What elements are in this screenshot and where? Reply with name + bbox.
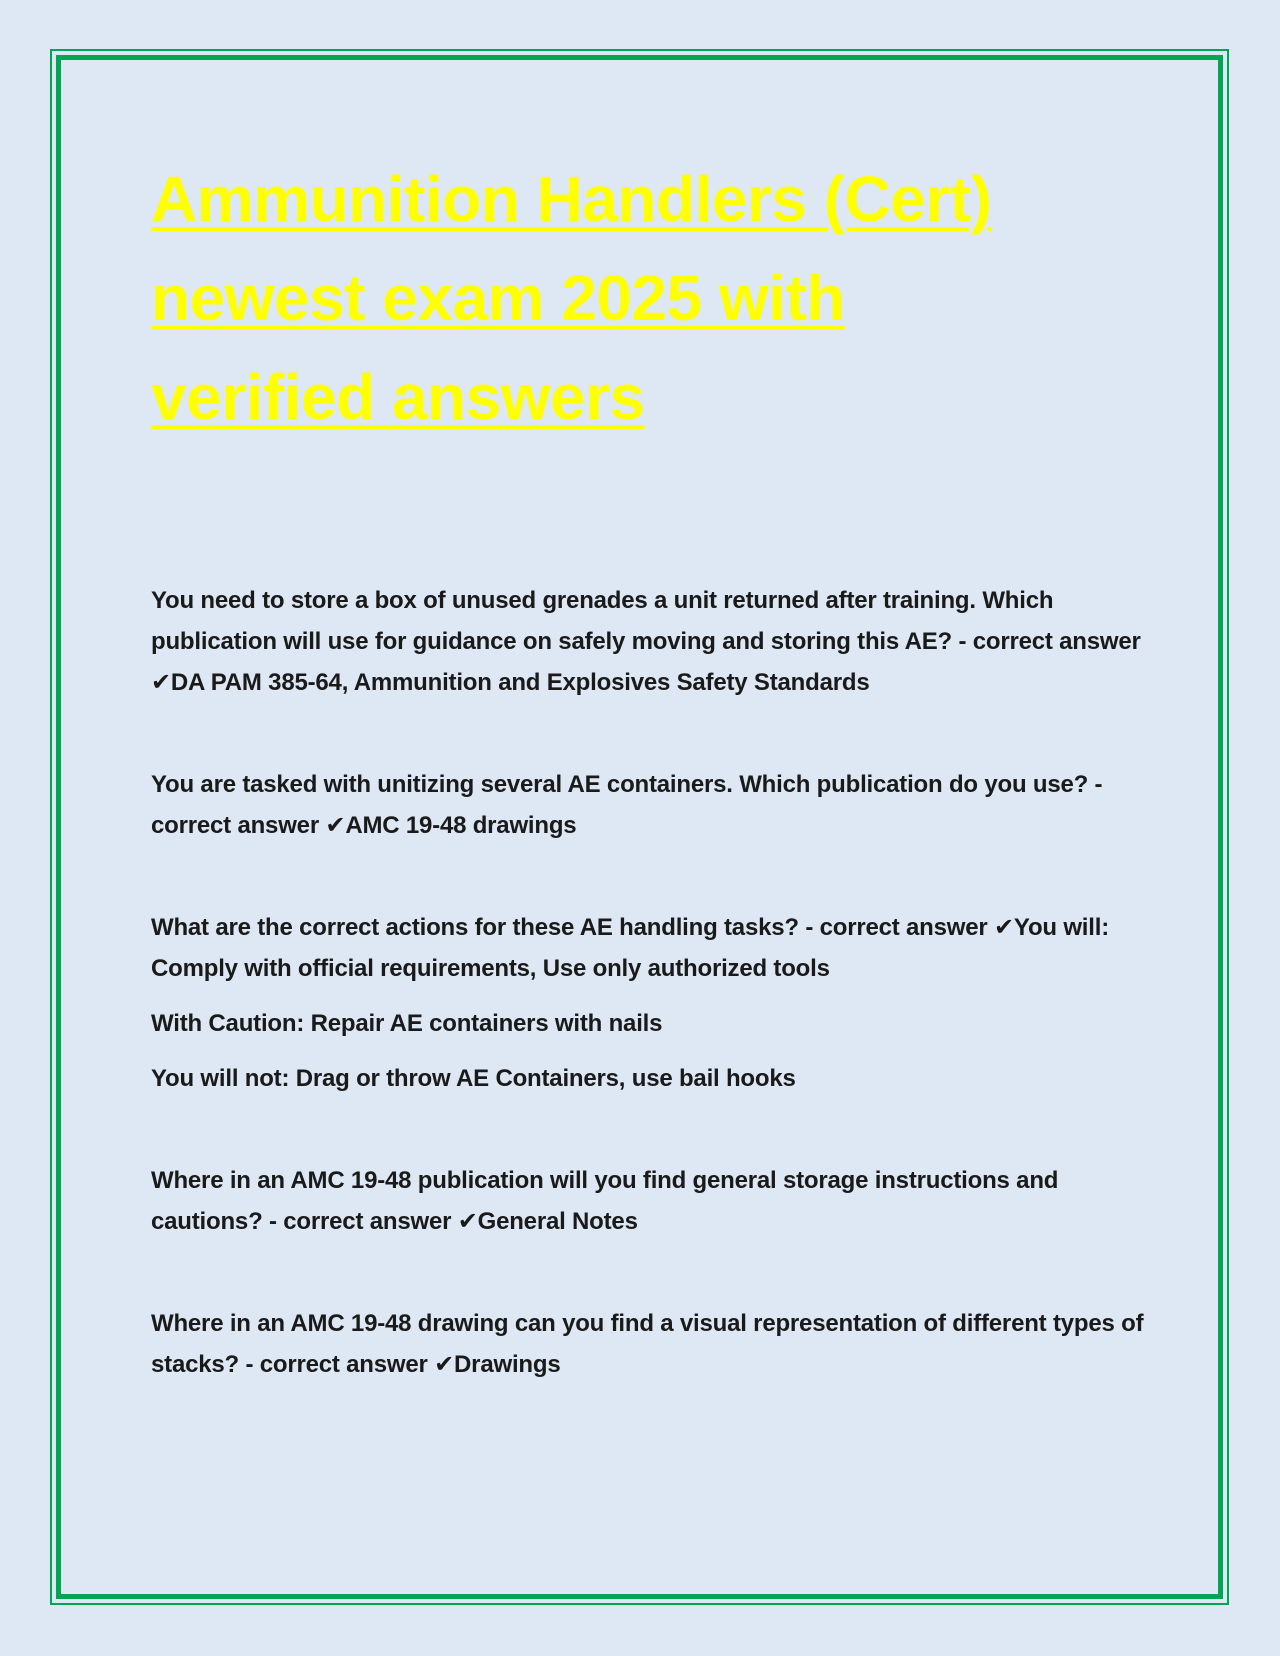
qa-entry-text: Where in an AMC 19-48 drawing can you find a visual representation of different types of stacks? - correct answer ✔Drawings [151, 1310, 1144, 1378]
qa-entry-1 [151, 580, 1151, 703]
qa-entry-4 [151, 1160, 1151, 1242]
qa-entry-text: What are the correct actions for these AE handling tasks? - correct answer ✔You will: Comply with official requirements, Use only authorized tools [151, 914, 1110, 982]
qa-entry-text: You are tasked with unitizing several AE containers. Which publication do you use? - correct answer ✔AMC 19-48 drawings [151, 771, 1103, 839]
document-title: Ammunition Handlers (Cert) newest exam 2025 with verified answers [151, 163, 992, 433]
qa-entry-2 [151, 764, 1151, 846]
qa-entry-5 [151, 1303, 1151, 1385]
qa-entry-3 [151, 907, 1151, 1099]
document-content [151, 150, 1151, 1378]
qa-entry-line-will-not: You will not: Drag or throw AE Containers, use bail hooks [151, 1065, 796, 1092]
qa-entry-text: Where in an AMC 19-48 publication will you find general storage instructions and cautions? - correct answer ✔General Notes [151, 1167, 1059, 1235]
qa-entry-line-caution: With Caution: Repair AE containers with nails [151, 1010, 663, 1037]
qa-entry-text: You need to store a box of unused grenades a unit returned after training. Which publication will use for guidance on safely moving and storing this AE? - correct answer ✔DA PAM 385-64, Ammunition and Explosives Safety Standards [151, 587, 1141, 696]
qa-list [151, 580, 1151, 1385]
